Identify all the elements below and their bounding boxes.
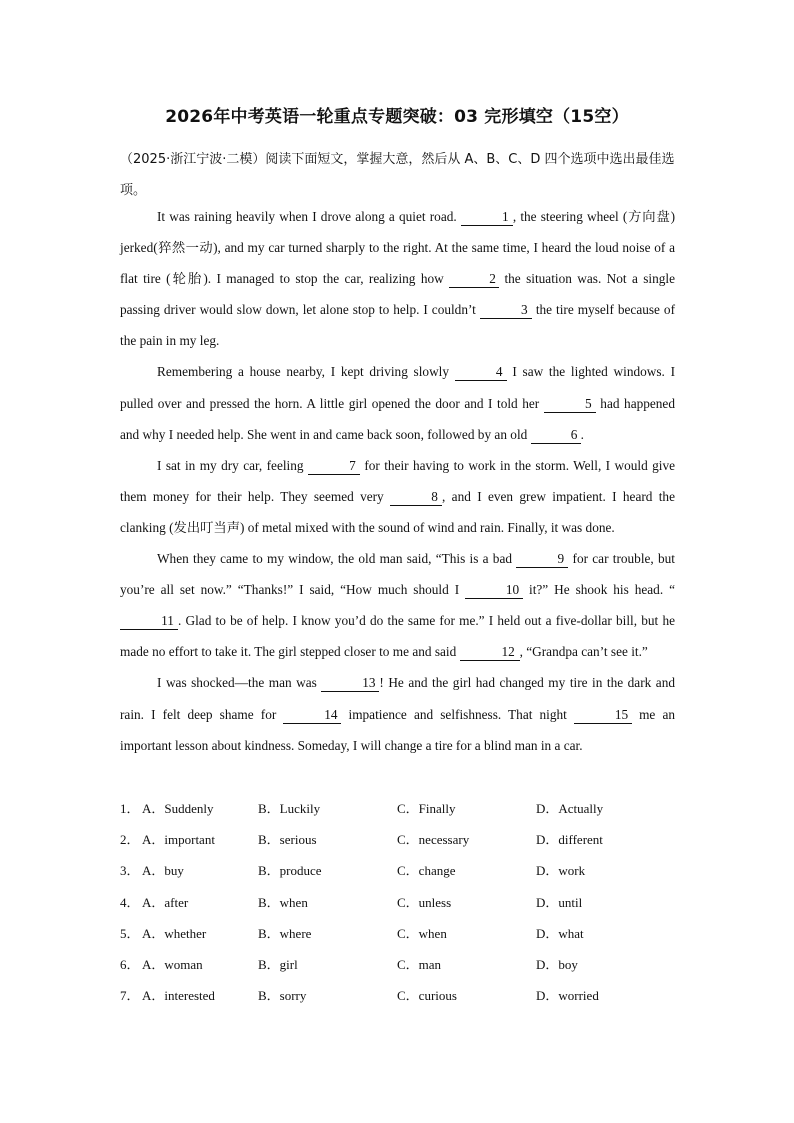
- question-row: [120, 918, 680, 949]
- blank-10: 10: [465, 582, 523, 599]
- instructions: （2025·浙江宁波·二模）阅读下面短文，掌握大意，然后从 A、B、C、D 四个选项中选出最佳选项。: [120, 152, 675, 198]
- blank-2: 2: [449, 271, 499, 288]
- blank-11: 11: [120, 613, 178, 630]
- paragraph-1: [120, 201, 675, 356]
- page-title: 2026年中考英语一轮重点专题突破：03 完形填空（15空）: [165, 107, 629, 127]
- question-row: [120, 855, 680, 886]
- option-d: D．what: [536, 925, 584, 941]
- question-row: [120, 824, 680, 855]
- blank-9: 9: [516, 551, 568, 568]
- question-number: 7．: [120, 988, 140, 1004]
- option-b: B．girl: [258, 956, 298, 972]
- passage-text: the situation was. Not a single passing driver would slow down, let alone stop to help. I couldn’t: [120, 271, 675, 318]
- option-c: C．curious: [397, 988, 457, 1004]
- option-b: B．where: [258, 925, 312, 941]
- question-number: 1．: [120, 801, 140, 816]
- passage-text: I was shocked—the man was: [157, 675, 322, 691]
- cloze-passage: [120, 201, 675, 761]
- option-d: D．worried: [536, 988, 599, 1004]
- question-number: 4．: [120, 894, 140, 910]
- option-c: C．change: [397, 863, 456, 879]
- passage-text: , “Grandpa can’t see it.”: [519, 644, 648, 660]
- question-row: [120, 949, 680, 980]
- blank-5: 5: [544, 396, 596, 413]
- paragraph-5: [120, 667, 675, 760]
- question-number: 5．: [120, 925, 140, 941]
- option-a: A．interested: [142, 988, 215, 1004]
- option-d: D．until: [536, 894, 583, 910]
- passage-text: When they came to my window, the old man said, “This is a bad: [157, 551, 517, 567]
- option-b: B．sorry: [258, 988, 307, 1004]
- passage-text: I saw the lighted windows. I pulled over and pressed the horn. A little girl opened the door and I told her: [120, 364, 675, 411]
- option-d: D．Actually: [536, 801, 604, 816]
- option-c: C．unless: [397, 894, 452, 910]
- blank-1: 1: [461, 209, 513, 226]
- passage-text: me an important lesson about kindness. Someday, I will change a tire for a blind man in a car.: [120, 706, 675, 753]
- question-number: 6．: [120, 956, 140, 972]
- option-a: A．buy: [142, 863, 184, 879]
- question-row: [120, 887, 680, 918]
- option-b: B．Luckily: [258, 801, 321, 816]
- paragraph-3: [120, 450, 675, 543]
- passage-text: it?” He shook his head. “: [523, 582, 675, 598]
- blank-14: 14: [283, 707, 341, 724]
- passage-text: . Glad to be of help. I know you’d do the same for me.” I held out a five-dollar bill, but he made no effort to take it. The girl stepped closer to me and said: [120, 613, 675, 660]
- answer-options: [120, 793, 680, 1011]
- option-a: A．after: [142, 894, 189, 910]
- blank-4: 4: [455, 364, 507, 381]
- paragraph-4: [120, 543, 675, 667]
- option-a: A．important: [142, 832, 215, 848]
- option-b: B．when: [258, 894, 308, 910]
- option-b: B．produce: [258, 863, 322, 879]
- option-a: A．Suddenly: [142, 801, 214, 816]
- option-c: C．man: [397, 956, 442, 972]
- passage-text: Remembering a house nearby, I kept driving slowly: [157, 364, 455, 380]
- passage-text: It was raining heavily when I drove along a quiet road.: [157, 209, 461, 224]
- passage-text: .: [580, 426, 584, 442]
- option-d: D．different: [536, 832, 603, 848]
- blank-7: 7: [308, 458, 360, 475]
- option-c: C．when: [397, 925, 447, 941]
- blank-15: 15: [574, 707, 632, 724]
- question-number: 3．: [120, 863, 140, 879]
- blank-3: 3: [480, 302, 532, 319]
- passage-text: I sat in my dry car, feeling: [157, 457, 308, 473]
- passage-text: had happened and why I needed help. She went in and came back soon, followed by an old: [120, 395, 675, 442]
- option-a: A．whether: [142, 925, 207, 941]
- passage-text: for their having to work in the storm. Well, I would give them money for their help. They seemed very: [120, 457, 676, 504]
- question-row: [120, 980, 680, 1011]
- passage-text: for car trouble, but you’re all set now.” “Thanks!” I said, “How much should I: [120, 551, 675, 598]
- blank-12: 12: [460, 644, 520, 661]
- option-d: D．work: [536, 863, 586, 879]
- option-c: C．Finally: [397, 801, 456, 816]
- option-b: B．serious: [258, 832, 317, 848]
- option-a: A．woman: [142, 956, 203, 972]
- passage-text: the tire myself because of the pain in my leg.: [120, 302, 676, 349]
- passage-text: ! He and the girl had changed my tire in the dark and rain. I felt deep shame for: [120, 675, 675, 722]
- option-d: D．boy: [536, 956, 578, 972]
- blank-13: 13: [321, 675, 379, 692]
- question-row: [120, 793, 680, 824]
- passage-text: , the steering wheel (方向盘) jerked(猝然一动), and my car turned sharply to the right. At the same time, I heard the loud noise of a flat tire (轮胎). I managed to stop the car, realizing how: [120, 209, 676, 287]
- passage-text: , and I even grew impatient. I heard the clanking (发出叮当声) of metal mixed with the sound of wind and rain. Finally, it was done.: [120, 488, 675, 535]
- paragraph-2: [120, 356, 675, 449]
- question-number: 2．: [120, 832, 140, 848]
- blank-8: 8: [390, 489, 442, 506]
- blank-6: 6: [531, 427, 581, 444]
- option-c: C．necessary: [397, 832, 470, 848]
- passage-text: impatience and selfishness. That night: [341, 706, 574, 722]
